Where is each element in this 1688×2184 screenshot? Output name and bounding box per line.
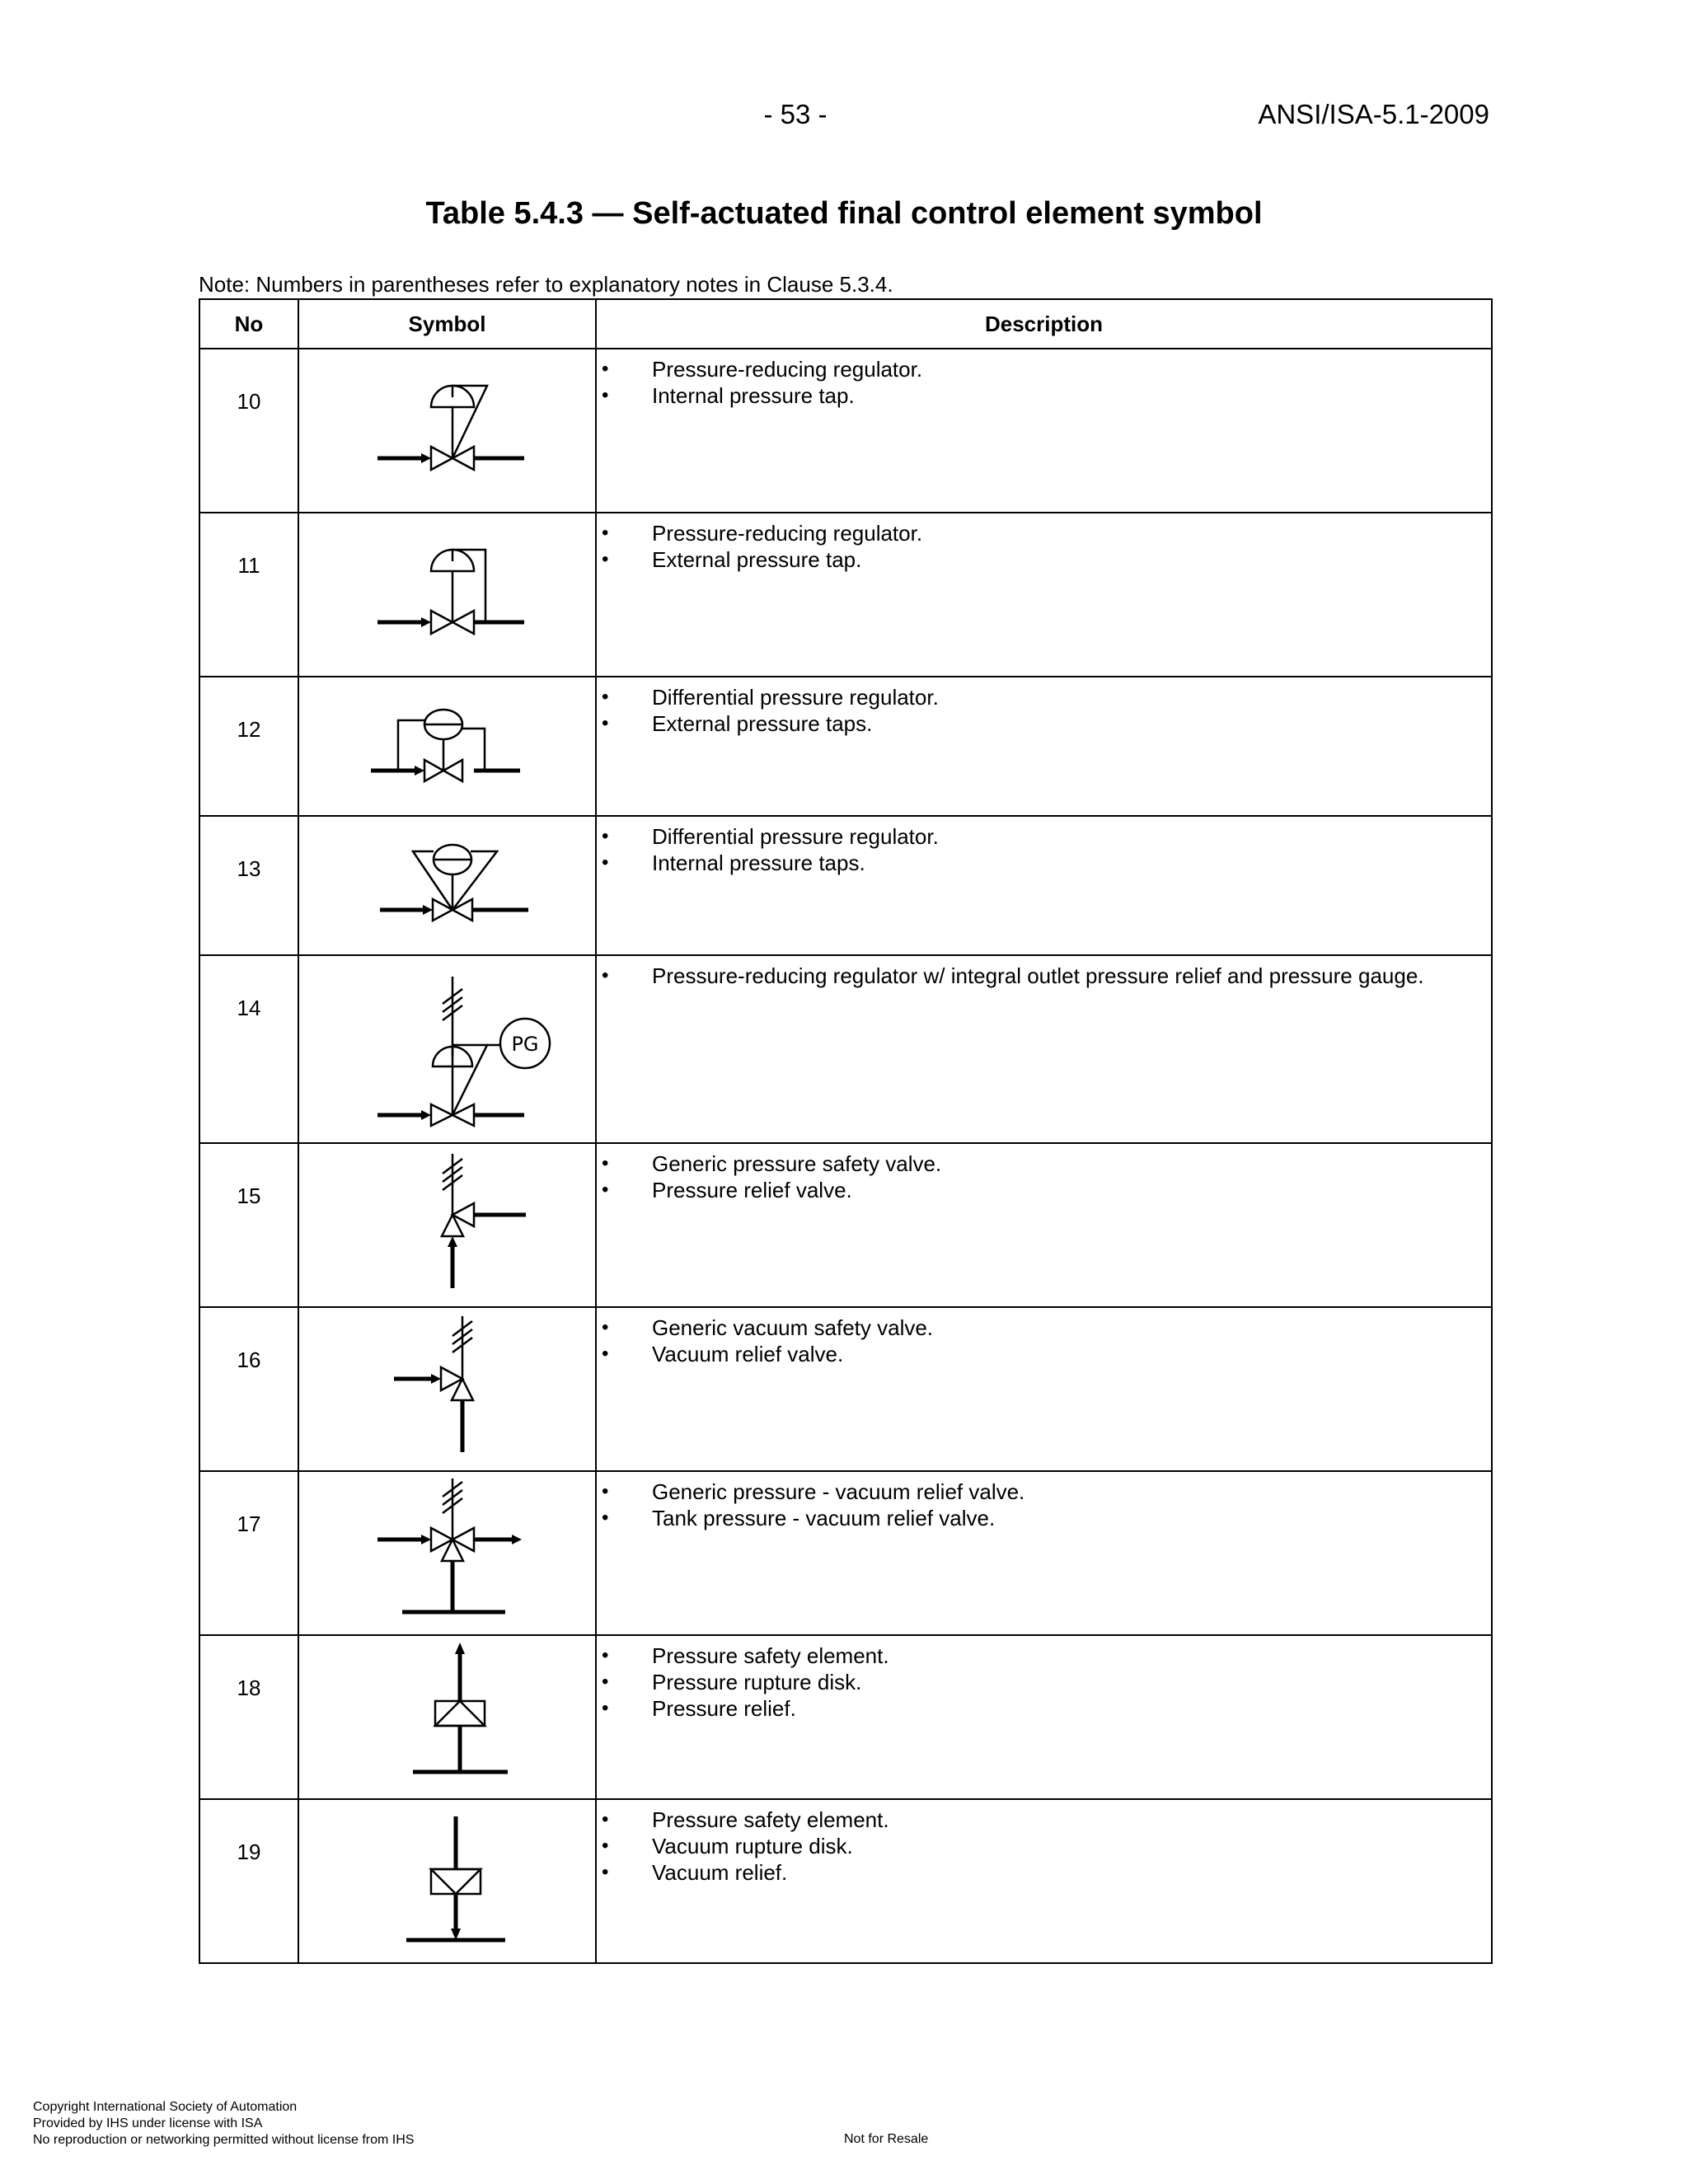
- symbol-cell: [298, 1471, 596, 1635]
- symbol-cell: [298, 1143, 596, 1307]
- table-row: [199, 816, 1492, 955]
- table-row: [199, 955, 1492, 1143]
- copyright-line: No reproduction or networking permitted without license from IHS: [33, 2133, 415, 2147]
- row-number: 15: [199, 1143, 298, 1307]
- description-item: • Pressure relief.: [597, 1695, 1491, 1722]
- row-number: 18: [199, 1635, 298, 1799]
- description-cell: [596, 349, 1492, 513]
- not-for-resale-notice: Not for Resale: [844, 2132, 929, 2146]
- description-item: • Pressure safety element.: [597, 1807, 1491, 1833]
- page-number: - 53 -: [763, 99, 828, 129]
- row-number: 19: [199, 1799, 298, 1963]
- row-number: 16: [199, 1307, 298, 1471]
- description-item: • Pressure safety element.: [597, 1643, 1491, 1669]
- table-row: [199, 1143, 1492, 1307]
- description-item: • Pressure relief valve.: [597, 1177, 1491, 1203]
- table-title: Table 5.4.3 — Self-actuated final control element symbol: [425, 196, 1263, 231]
- description-cell: [596, 1799, 1492, 1963]
- vacuum-rupture-disk-symbol: [299, 1800, 596, 1962]
- table-header-row: [199, 299, 1492, 349]
- table-row: [199, 1799, 1492, 1963]
- copyright-line: Provided by IHS under license with ISA: [33, 2116, 263, 2130]
- description-item: • Internal pressure taps.: [597, 850, 1491, 876]
- differential-pressure-regulator-internal-taps-symbol: [299, 817, 596, 954]
- description-item: • Differential pressure regulator.: [597, 684, 1491, 710]
- description-item: • Generic pressure - vacuum relief valve.: [597, 1479, 1491, 1505]
- column-header-description: Description: [596, 299, 1492, 349]
- symbol-cell: [298, 1307, 596, 1471]
- regulator-with-relief-and-gauge-symbol: [299, 956, 596, 1142]
- description-item: • Generic pressure safety valve.: [597, 1151, 1491, 1177]
- description-item: • Vacuum rupture disk.: [597, 1833, 1491, 1859]
- symbol-cell: [298, 677, 596, 816]
- description-cell: [596, 677, 1492, 816]
- description-item: • Vacuum relief valve.: [597, 1341, 1491, 1367]
- description-cell: [596, 1471, 1492, 1635]
- vacuum-safety-valve-symbol: [299, 1308, 596, 1470]
- description-cell: [596, 816, 1492, 955]
- row-number: 17: [199, 1471, 298, 1635]
- table-row: [199, 1471, 1492, 1635]
- pressure-vacuum-relief-valve-symbol: [299, 1472, 596, 1634]
- description-item: • Pressure-reducing regulator.: [597, 356, 1491, 382]
- description-item: • External pressure tap.: [597, 546, 1491, 573]
- description-item: • Vacuum relief.: [597, 1859, 1491, 1886]
- symbol-table: [199, 298, 1493, 1964]
- description-item: • Pressure rupture disk.: [597, 1669, 1491, 1695]
- description-item: • Differential pressure regulator.: [597, 823, 1491, 850]
- table-row: [199, 513, 1492, 677]
- description-item: • Internal pressure tap.: [597, 382, 1491, 409]
- row-number: 10: [199, 349, 298, 513]
- row-number: 14: [199, 955, 298, 1143]
- column-header-symbol: Symbol: [298, 299, 596, 349]
- description-cell: [596, 955, 1492, 1143]
- description-cell: [596, 1143, 1492, 1307]
- copyright-notice: [33, 2099, 414, 2149]
- symbol-cell: [298, 349, 596, 513]
- differential-pressure-regulator-external-taps-symbol: [299, 677, 596, 815]
- pressure-rupture-disk-symbol: [299, 1636, 596, 1798]
- description-cell: [596, 513, 1492, 677]
- row-number: 12: [199, 677, 298, 816]
- symbol-cell: [298, 955, 596, 1143]
- description-cell: [596, 1635, 1492, 1799]
- column-header-no: No: [199, 299, 298, 349]
- pressure-safety-valve-symbol: [299, 1144, 596, 1306]
- symbol-cell: [298, 1799, 596, 1963]
- description-item: • Tank pressure - vacuum relief valve.: [597, 1505, 1491, 1531]
- pressure-gauge-label: PG: [511, 1033, 539, 1056]
- pressure-reducing-regulator-external-tap-symbol: [299, 513, 596, 676]
- symbol-cell: [298, 513, 596, 677]
- copyright-line: Copyright International Society of Automation: [33, 2100, 298, 2114]
- document-id: ANSI/ISA-5.1-2009: [1258, 99, 1489, 129]
- table-row: [199, 1307, 1492, 1471]
- symbol-cell: [298, 1635, 596, 1799]
- table-row: [199, 677, 1492, 816]
- row-number: 11: [199, 513, 298, 677]
- description-item: • Pressure-reducing regulator.: [597, 520, 1491, 546]
- symbol-cell: [298, 816, 596, 955]
- description-cell: [596, 1307, 1492, 1471]
- table-note: Note: Numbers in parentheses refer to explanatory notes in Clause 5.3.4.: [199, 272, 893, 297]
- description-item: • Generic vacuum safety valve.: [597, 1315, 1491, 1341]
- table-row: [199, 1635, 1492, 1799]
- description-item: • Pressure-reducing regulator w/ integral outlet pressure relief and pressure gauge.: [597, 963, 1491, 989]
- table-row: [199, 349, 1492, 513]
- pressure-reducing-regulator-internal-tap-symbol: [299, 349, 596, 512]
- description-item: • External pressure taps.: [597, 710, 1491, 737]
- row-number: 13: [199, 816, 298, 955]
